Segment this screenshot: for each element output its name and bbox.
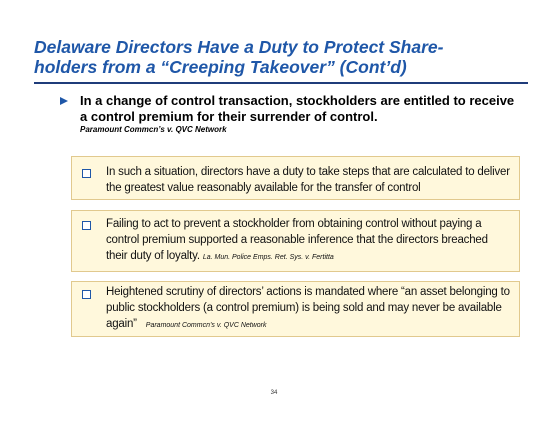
checkbox-bullet-icon xyxy=(82,221,91,230)
page-number: 34 xyxy=(270,390,278,396)
triangle-bullet-icon xyxy=(60,97,68,105)
callout-body: Failing to act to prevent a stockholder from obtaining control without paying a control premium supported a reasonable inference that the directors breached their duty of loyalty. xyxy=(106,218,488,262)
main-bullet-text: In a change of control transaction, stockholders are entitled to receive a control premium for their surrender of control. xyxy=(80,93,515,124)
main-bullet xyxy=(60,93,520,135)
main-bullet-citation: Paramount Commcn’s v. QVC Network xyxy=(80,125,227,134)
callout-box-2 xyxy=(71,210,520,272)
callout-body: In such a situation, directors have a duty to take steps that are calculated to deliver the greatest value reasonably available for the transfer of control xyxy=(106,166,510,194)
checkbox-bullet-icon xyxy=(82,169,91,178)
slide-title xyxy=(34,37,534,77)
callout-citation: La. Mun. Police Emps. Ret. Sys. v. Fertitta xyxy=(202,254,334,261)
callout-citation: Paramount Commcn’s v. QVC Network xyxy=(145,322,267,329)
title-rule xyxy=(34,82,528,84)
callout-box-1 xyxy=(71,156,520,200)
callout-text xyxy=(106,284,511,334)
slide-title-line1: Delaware Directors Have a Duty to Protect Share- xyxy=(34,37,444,57)
callout-text xyxy=(106,216,511,266)
callout-text xyxy=(106,164,511,196)
callout-body: Heightened scrutiny of directors’ actions is mandated where “an asset belonging to public stockholders (a control premium) is being sold and may never be available again” xyxy=(106,286,510,330)
slide-title-line2: holders from a “Creeping Takeover” (Cont’d) xyxy=(34,57,407,77)
checkbox-bullet-icon xyxy=(82,290,91,299)
callout-box-3 xyxy=(71,281,520,337)
